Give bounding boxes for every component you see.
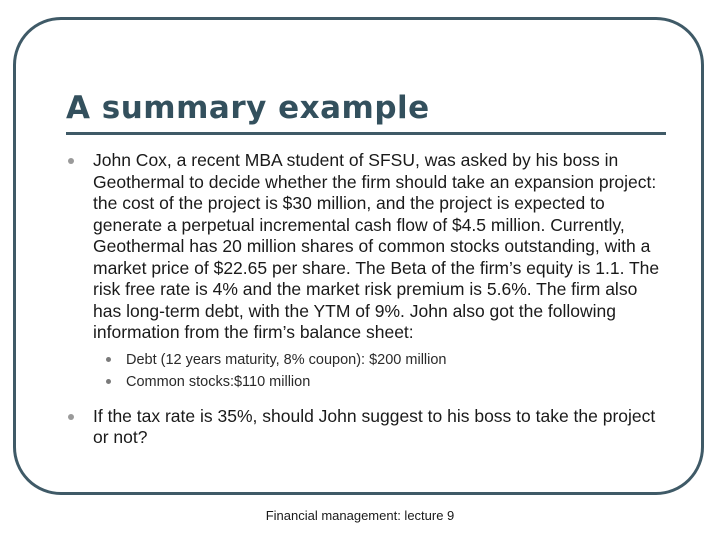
- bullet-text: If the tax rate is 35%, should John suggest to his boss to take the project or not?: [93, 405, 656, 447]
- slide-title: A summary example: [66, 90, 430, 126]
- bullet-item-question: [66, 406, 666, 449]
- sub-bullet-debt: [103, 349, 666, 371]
- bullet-text: John Cox, a recent MBA student of SFSU, was asked by his boss in Geothermal to decide whether the firm should take an expansion project: the cost of the project is $30 million, and the project is expected to generate a perpetual incremental cash flow of $4.5 million. Currently, Geothermal has 20 million shares of common stocks outstanding, with a market price of $22.65 per share. The Beta of the firm’s equity is 1.1. The risk free rate is 4% and the market risk premium is 5.6%. The firm also has long-term debt, with the YTM of 9%. John also got the following information from the firm’s balance sheet:: [93, 150, 660, 342]
- bullet-dot-icon: [68, 158, 74, 164]
- bullet-item-scenario: [66, 150, 666, 393]
- sub-bullet-equity: [103, 371, 666, 393]
- bullet-dot-icon: [68, 414, 74, 420]
- slide-footer: Financial management: lecture 9: [265, 508, 455, 523]
- sub-bullet-list: [103, 349, 666, 393]
- sub-bullet-text: Common stocks:$110 million: [126, 373, 311, 390]
- sub-bullet-text: Debt (12 years maturity, 8% coupon): $200 million: [126, 351, 447, 368]
- sub-bullet-dot-icon: [106, 357, 111, 362]
- sub-bullet-dot-icon: [106, 379, 111, 384]
- title-underline: [66, 132, 666, 135]
- slide-body: [66, 150, 666, 449]
